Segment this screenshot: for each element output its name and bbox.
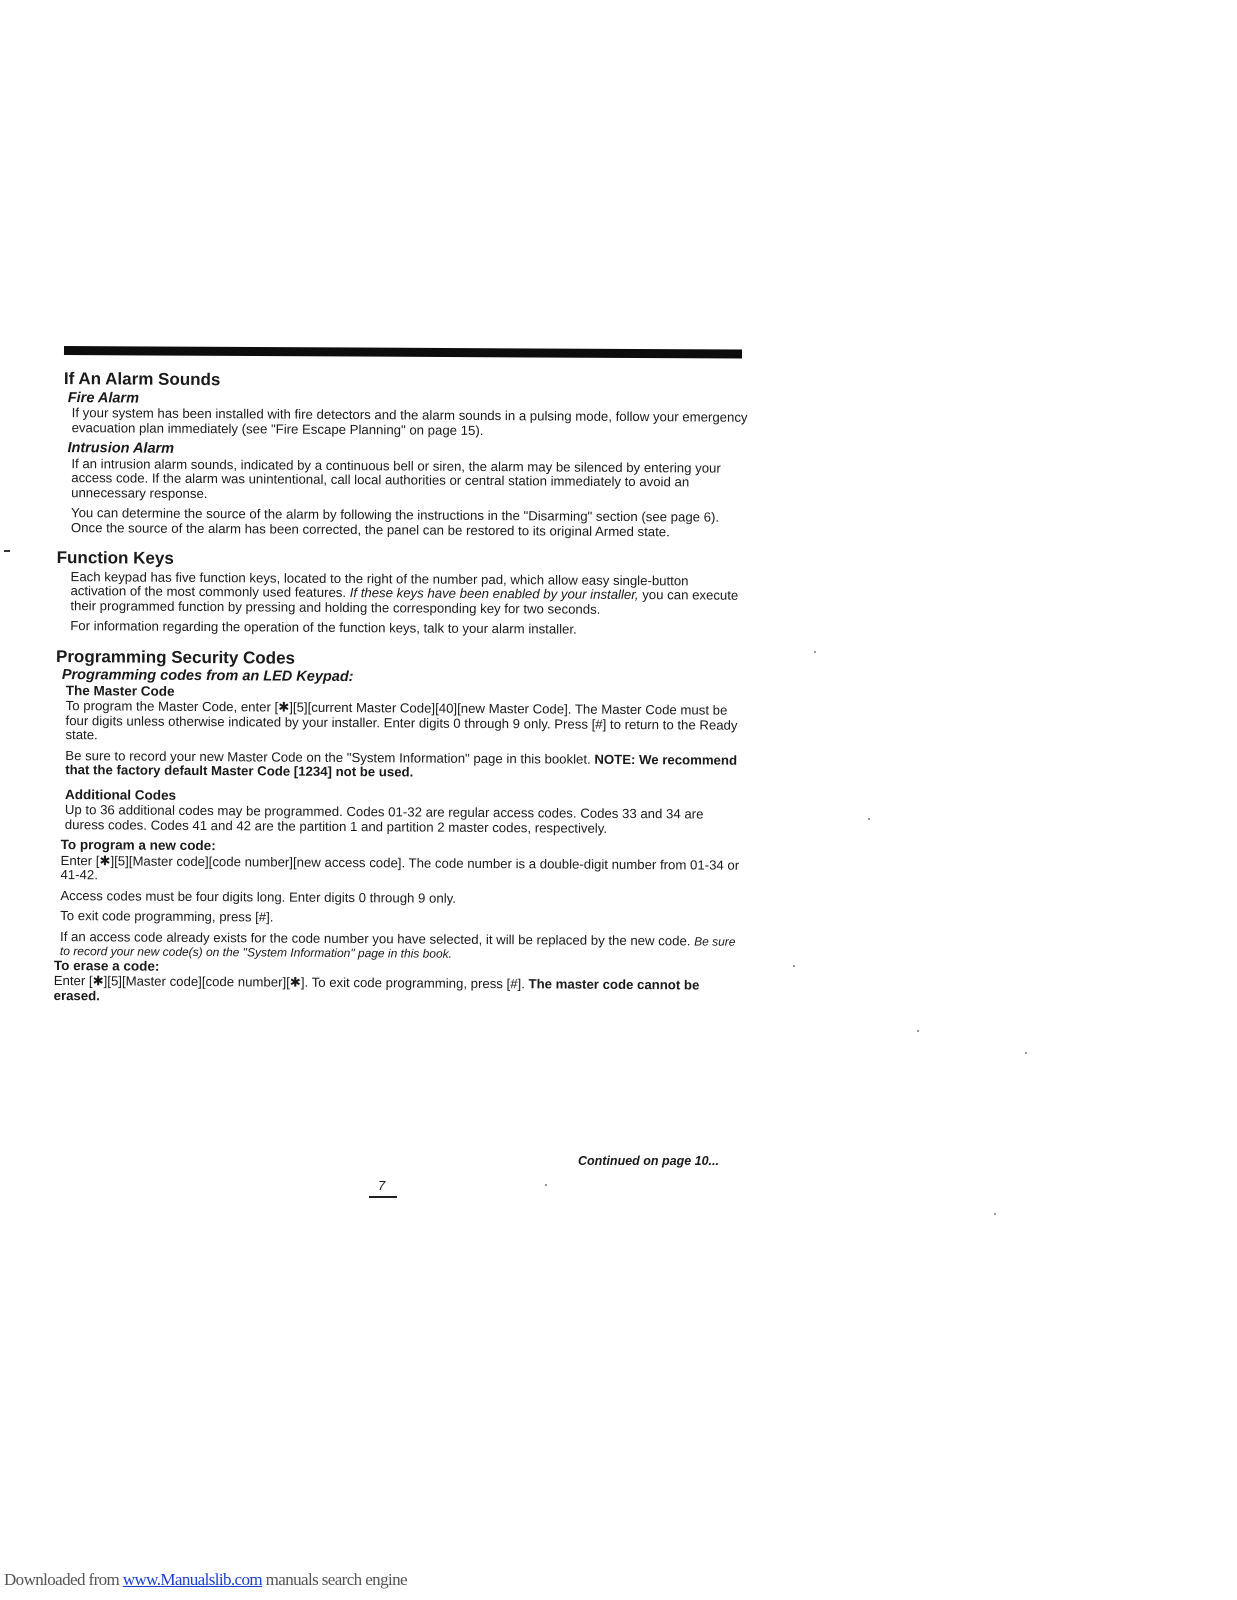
fire-alarm-text: If your system has been installed with fire detectors and the alarm sounds in a pulsing mode, follow your emergency evacuation plan immediately (see "Fire Escape Planning" on page 15). bbox=[71, 405, 748, 438]
download-footer: Downloaded from www.Manualslib.com manuals search engine bbox=[4, 1570, 407, 1589]
function-keys-heading: Function Keys bbox=[56, 547, 174, 568]
page-number-underline bbox=[369, 1196, 397, 1198]
led-keypad-subheading: Programming codes from an LED Keypad: bbox=[61, 667, 354, 686]
security-codes-heading: Programming Security Codes bbox=[55, 646, 296, 668]
replace-code-text: If an access code already exists for the code number you have selected, it will be replaced by the new code. Be sure to record your new code(s) on the "System Information" page in this book. bbox=[59, 928, 736, 961]
manualslib-link[interactable]: www.Manualslib.com bbox=[122, 1570, 263, 1589]
function-keys-info: For information regarding the operation of the function keys, talk to your alarm installer. bbox=[70, 618, 577, 637]
scan-speck bbox=[545, 1184, 547, 1186]
scan-speck bbox=[814, 651, 816, 653]
top-rule bbox=[64, 346, 742, 359]
additional-codes-text: Up to 36 additional codes may be programmed. Codes 01-32 are regular access codes. Codes 33 and 34 are duress codes. Codes 41 and 42 are the partition 1 and partition 2 master codes, respectively. bbox=[64, 802, 704, 836]
alarm-source-text: You can determine the source of the alarm by following the instructions in the "Disarming" section (see page 6). Once the source of the alarm has been corrected, the panel can be restored to its original Armed state. bbox=[70, 505, 720, 539]
function-keys-text: Each keypad has five function keys, located to the right of the number pad, which allow easy single-button activation of the most commonly used features. If these keys have been enabled by your installer, you can execute their programmed function by pressing and holding the corresponding key for two seconds. bbox=[70, 568, 739, 617]
intrusion-alarm-text: If an intrusion alarm sounds, indicated by a continuous bell or siren, the alarm may be silenced by entering your access code. If the alarm was unintentional, call local authorities or central station immediately to avoid an unnecessary response. bbox=[71, 455, 721, 501]
fire-alarm-heading: Fire Alarm bbox=[67, 389, 140, 407]
margin-mark bbox=[4, 550, 10, 552]
scan-speck bbox=[917, 1030, 919, 1032]
scan-speck bbox=[793, 965, 795, 967]
master-code-heading: The Master Code bbox=[65, 682, 175, 699]
erase-code-text: Enter [✱][5][Master code][code number][✱]. To exit code programming, press [#]. The master code cannot be erased. bbox=[53, 972, 700, 1003]
scan-speck bbox=[868, 818, 870, 820]
alarm-heading: If An Alarm Sounds bbox=[63, 369, 221, 390]
intrusion-alarm-heading: Intrusion Alarm bbox=[67, 440, 175, 457]
continued-note: Continued on page 10... bbox=[578, 1154, 719, 1168]
new-code-text: Enter [✱][5][Master code][code number][new access code]. The code number is a double-digit number from 01-34 or 41-42. bbox=[60, 852, 740, 883]
erase-code-heading: To erase a code: bbox=[53, 957, 160, 974]
page-content bbox=[53, 369, 748, 1014]
record-master-text: Be sure to record your new Master Code on the "System Information" page in this booklet. NOTE: We recommend that the factory default Master Code [1234] not be used. bbox=[65, 747, 738, 780]
scan-speck bbox=[1025, 1052, 1027, 1054]
page-number: 7 bbox=[378, 1178, 386, 1193]
additional-codes-heading: Additional Codes bbox=[65, 786, 177, 803]
scan-speck bbox=[994, 1213, 996, 1215]
new-code-heading: To program a new code: bbox=[60, 837, 216, 854]
master-code-text: To program the Master Code, enter [✱][5][current Master Code][40][new Master Code]. The Master Code must be four digits unless otherwise indicated by your installer. Enter digits 0 through 9 only. Press [#] to return to the Ready state. bbox=[65, 698, 738, 743]
exit-programming-text: To exit code programming, press [#]. bbox=[60, 908, 274, 925]
four-digits-text: Access codes must be four digits long. Enter digits 0 through 9 only. bbox=[60, 887, 456, 906]
